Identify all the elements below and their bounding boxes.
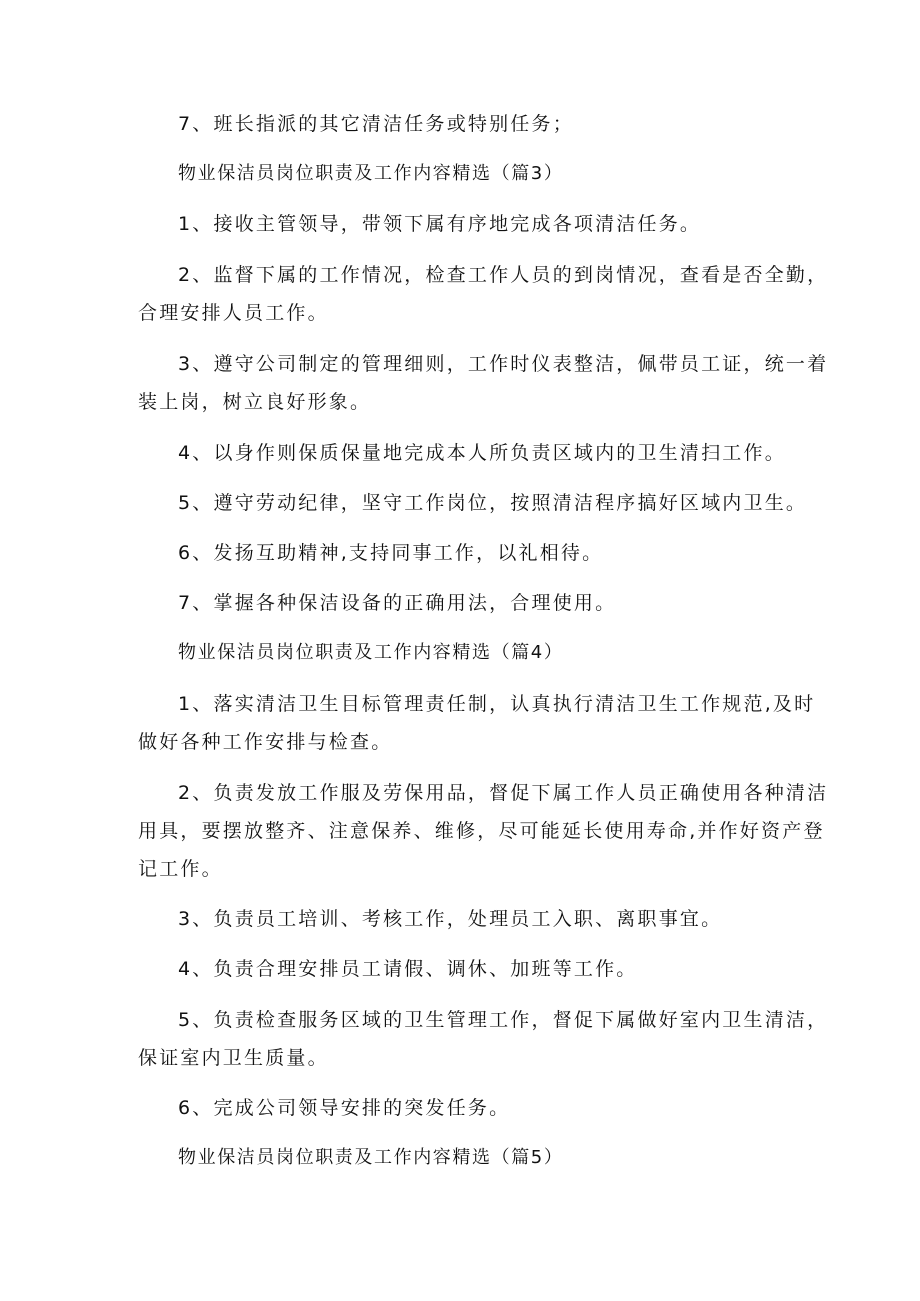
section-heading-5: 物业保洁员岗位职责及工作内容精选（篇5） [178, 1147, 564, 1168]
list-item: 7、掌握各种保洁设备的正确用法，合理使用。 [178, 592, 617, 614]
list-item: 3、遵守公司制定的管理细则，工作时仪表整洁，佩带员工证，统一着 [178, 353, 829, 375]
list-item-7-cont: 7、班长指派的其它清洁任务或特别任务； [178, 113, 574, 135]
list-item-continuation: 做好各种工作安排与检查。 [138, 731, 393, 753]
list-item-continuation: 记工作。 [138, 858, 223, 880]
list-item: 1、接收主管领导，带领下属有序地完成各项清洁任务。 [178, 213, 702, 235]
list-item: 6、发扬互助精神,支持同事工作，以礼相待。 [178, 542, 604, 564]
list-item: 2、负责发放工作服及劳保用品，督促下属工作人员正确使用各种清洁 [178, 782, 829, 804]
list-item: 4、以身作则保质保量地完成本人所负责区域内的卫生清扫工作。 [178, 442, 786, 464]
list-item: 3、负责员工培训、考核工作，处理员工入职、离职事宜。 [178, 908, 723, 930]
section-heading-4: 物业保洁员岗位职责及工作内容精选（篇4） [178, 642, 564, 663]
list-item: 6、完成公司领导安排的突发任务。 [178, 1097, 511, 1119]
list-item: 5、负责检查服务区域的卫生管理工作，督促下属做好室内卫生清洁， [178, 1009, 829, 1031]
list-item-continuation: 合理安排人员工作。 [138, 302, 329, 324]
section-heading-3: 物业保洁员岗位职责及工作内容精选（篇3） [178, 163, 564, 184]
list-item: 5、遵守劳动纪律，坚守工作岗位，按照清洁程序搞好区域内卫生。 [178, 492, 808, 514]
list-item-continuation: 装上岗，树立良好形象。 [138, 391, 372, 413]
list-item-continuation: 保证室内卫生质量。 [138, 1047, 329, 1069]
list-item: 4、负责合理安排员工请假、调休、加班等工作。 [178, 958, 638, 980]
list-item: 1、落实清洁卫生目标管理责任制，认真执行清洁卫生工作规范,及时 [178, 693, 816, 715]
list-item-continuation: 用具，要摆放整齐、注意保养、维修，尽可能延长使用寿命,并作好资产登 [138, 820, 825, 842]
list-item: 2、监督下属的工作情况，检查工作人员的到岗情况，查看是否全勤， [178, 264, 829, 286]
